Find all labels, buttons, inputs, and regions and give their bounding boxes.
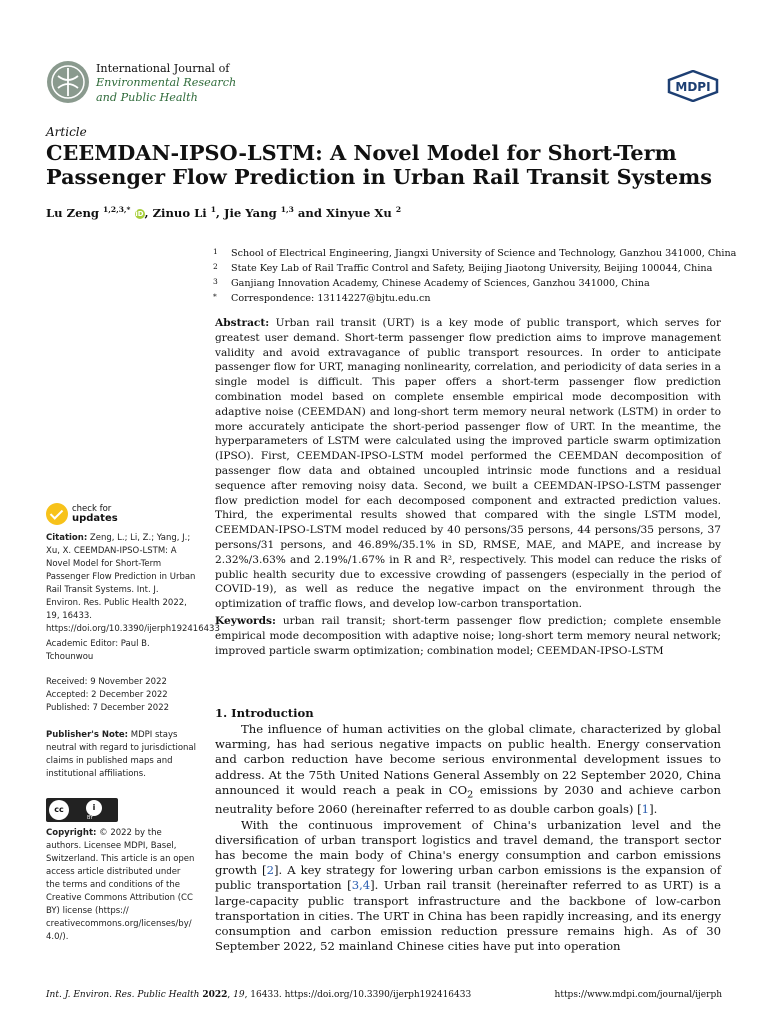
citation-text: Zeng, L.; Li, Z.; Yang, J.; Xu, X. CEEMDAN-IPSO-LSTM: A Novel Model for Short-Term Passenger Flow Prediction in Urban Rail Transit Systems. Int. J. Environ. Res. Public Health 2022, 19, 16433. https://doi.org/10.3390/ijerph192416433 [46, 533, 220, 634]
paragraph: The influence of human activities on the global climate, characterized by global warming, has had serious negative impacts on public health. Energy conservation and carbon reduction have become serious environmental development issues to address. At the 75th United Nations General Assembly on 22 September 2020, China announced it would reach a peak in $CO_2$ emissions by 2030 and achieve carbon neutrality before 2060 (hereinafter referred to as double carbon goals) [1]. [215, 722, 721, 817]
footer-journal-url[interactable]: https://www.mdpi.com/journal/ijerph [554, 990, 722, 1000]
author-sup: 2 [395, 205, 402, 214]
paragraph: With the continuous improvement of China's urbanization level and the diversification of urban transport logistics and travel demand, the transport sector has become the main body of China's energy consumption and carbon emissions growth [2]. A key strategy for lowering urban carbon emissions is the expansion of public transportation [3,4]. Urban rail transit (hereinafter referred to as URT) is a large-capacity public transport infrastructure and the backbone of low-carbon transportation in cities. The URT in China has been rapidly increasing, and its energy consumption and carbon emission reduction pressure remains high. As of 30 September 2022, 52 mainland Chinese cities have put into operation [215, 817, 722, 954]
affiliation-item: 2 State Key Lab of Rail Traffic Control and Safety, Beijing Jiaotong University, Beijing 100044, China [213, 262, 713, 274]
author-sup: 1 [210, 205, 216, 214]
abstract [215, 316, 721, 612]
author-name: Lu Zeng [46, 205, 99, 220]
cc-by-license-badge[interactable] [46, 798, 118, 822]
journal-name [96, 62, 236, 105]
author-name: Zinuo Li [152, 205, 207, 220]
check-icon [46, 503, 68, 525]
mdpi-logo-icon [667, 70, 719, 102]
journal-line-2: Environmental Research [96, 76, 237, 90]
check-for-updates-button[interactable]: check for updates [46, 503, 166, 529]
author-name: Xinyue Xu [325, 205, 392, 220]
citation-label: Citation: [46, 533, 88, 543]
received-date: Received: 9 November 2022 [46, 677, 167, 687]
affiliation-item: * Correspondence: 13114227@bjtu.edu.cn [213, 292, 431, 304]
affiliations [213, 245, 736, 305]
copyright-label: Copyright: [46, 828, 97, 838]
abstract-text: Urban rail transit (URT) is a key mode of public transport, which serves for greatest user demand. Short-term passenger flow prediction aims to improve management validity and avoid extravagance of public transport resources. In order to anticipate passenger flow for URT, managing nonlinearity, correlation, and periodicity of data series in a single model is difficult. This paper offers a short-term passenger flow prediction combination model based on complete ensemble empirical mode decomposition with adaptive noise (CEEMDAN) and long-short term memory neural network (LSTM) in order to more accurately anticipate the short-period passenger flow of URT. In the meantime, the hyperparameters of LSTM were calculated using the improved particle swarm optimization (IPSO). First, CEEMDAN-IPSO-LSTM model performed the CEEMDAN decomposition of passenger flow data and obtained uncoupled intrinsic mode functions and a residual sequence after removing noisy data. Second, we built a CEEMDAN-IPSO-LSTM passenger flow prediction model for each decomposed component and extracted prediction values. Third, the experimental results showed that compared with the single LSTM model, CEEMDAN-IPSO-LSTM model reduced by 40 persons/35 persons, 44 persons/35 persons, 37 persons/31 persons, and 46.89%/35.1% in SD, RMSE, MAE, and MAPE, and increase by 2.32%/3.63% and 2.19%/1.67% in R and R², respectively. This model can reduce the risks of public health security due to excessive crowding of passengers (especially in the period of COVID-19), as well as reduce the negative impact on the environment through the optimization of traffic flows, and develop low-carbon transportation. [215, 317, 721, 611]
affiliation-item: 3 Ganjiang Innovation Academy, Chinese Academy of Sciences, Ganzhou 341000, China [213, 277, 650, 289]
orcid-icon[interactable]: iD [135, 209, 144, 218]
author-list: Lu Zeng $^{1,2,3,*}$ iD, Zinuo Li $^1$, Jie Yang $^{1,3}$ and Xinyue Xu $^2$ [46, 205, 402, 220]
article-type: Article [46, 125, 87, 139]
published-date: Published: 7 December 2022 [46, 703, 170, 713]
keywords [215, 614, 721, 658]
journal-line-3: and Public Health [96, 90, 198, 104]
reference-link[interactable]: 3,4 [351, 878, 371, 893]
author-sup: 1,3 [280, 205, 294, 214]
citation-block [46, 532, 220, 636]
footer-citation: Int. J. Environ. Res. Public Health 2022, 19, 16433. https://doi.org/10.3390/ijerph192416433 [46, 990, 472, 1000]
academic-editor: Academic Editor: Paul B. Tchounwou [46, 639, 150, 662]
accepted-date: Accepted: 2 December 2022 [46, 690, 168, 700]
publishers-note-label: Publisher's Note: [46, 730, 129, 740]
cc-by-text: BY [87, 815, 94, 821]
mdpi-logo-text: MDPI [675, 80, 711, 94]
section-heading: 1. Introduction [215, 706, 314, 720]
author-name: Jie Yang [224, 205, 277, 220]
cc-icon: cc [49, 800, 69, 820]
introduction-body [215, 722, 721, 954]
copyright-text: © 2022 by the authors. Licensee MDPI, Basel, Switzerland. This article is an open access article distributed under the terms and conditions of the Creative Commons Attribution (CC BY) license (https:// creativecommons.org/licenses/by/ 4.0/). [46, 828, 195, 942]
journal-line-1: International Journal of [96, 62, 230, 75]
affiliation-item: 1 School of Electrical Engineering, Jiangxi University of Science and Technology, Ganzhou 341000, China [213, 247, 737, 259]
publishers-note-text: MDPI stays neutral with regard to jurisdictional claims in published maps and institutional affiliations. [46, 730, 196, 779]
copyright-block [46, 827, 196, 944]
keywords-text: urban rail transit; short-term passenger flow prediction; complete ensemble empirical mode decomposition with adaptive noise; long-short term memory neural network; improved particle swarm optimization; combination model; CEEMDAN-IPSO-LSTM [215, 615, 721, 657]
attribution-icon: i [86, 800, 102, 816]
dates-block [46, 676, 196, 715]
reference-link[interactable]: 2 [266, 863, 274, 878]
abstract-label: Abstract: [215, 317, 270, 329]
paper-title: CEEMDAN-IPSO-LSTM: A Novel Model for Short-Term Passenger Flow Prediction in Urban Rail Transit Systems [46, 140, 712, 189]
author-sup: 1,2,3,* [103, 205, 131, 214]
publishers-note [46, 729, 196, 781]
reference-link[interactable]: 1 [641, 802, 650, 817]
keywords-label: Keywords: [215, 615, 276, 627]
journal-logo-icon [46, 60, 90, 104]
